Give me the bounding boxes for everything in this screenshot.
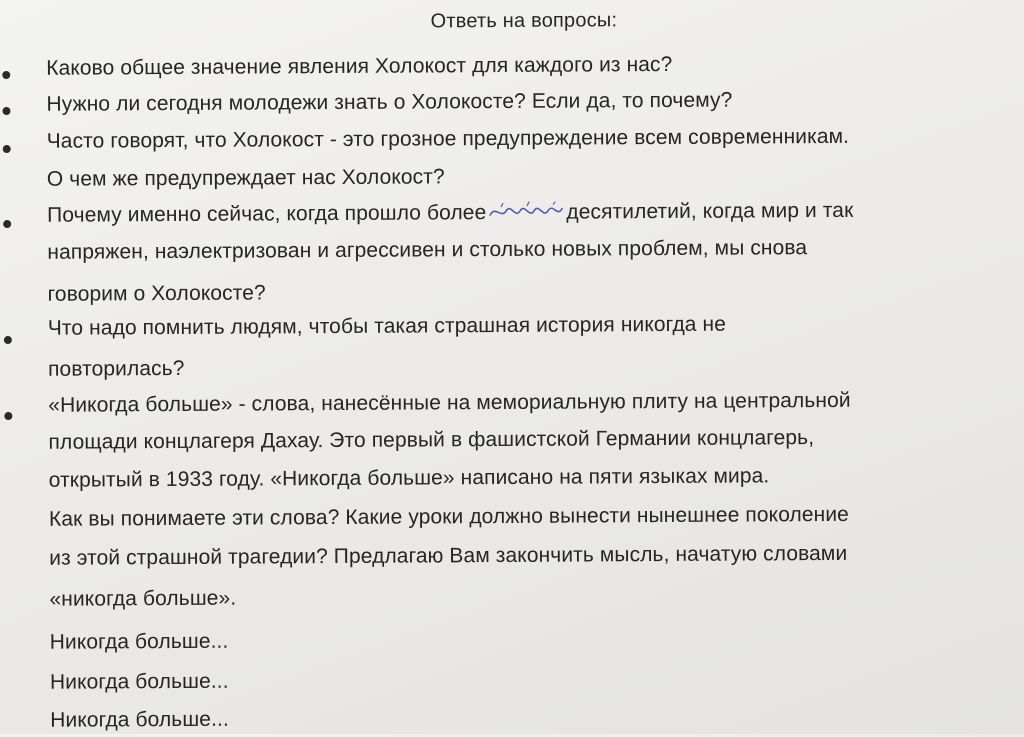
question-3-line-2: О чем же предупреждает нас Холокост? [46, 165, 445, 191]
bullet-icon [4, 412, 12, 420]
question-6-line-3: открытый в 1933 году. «Никогда больше» написано на пяти языках мира. [48, 464, 770, 492]
question-6-line-5: из этой страшной трагедии? Предлагаю Вам закончить мысль, начатую словами [49, 541, 848, 570]
never-again-line-1: Никогда больше... [49, 629, 229, 654]
question-4-line-2: напряжен, наэлектризован и агрессивен и столько новых проблем, мы снова [47, 236, 808, 264]
question-2: Нужно ли сегодня молодежи знать о Холокосте? Если да, то почему? [46, 88, 733, 116]
handwritten-scribble-icon [487, 201, 565, 225]
question-3-line-1: Часто говорят, что Холокост - это грозное предупреждение всем современникам. [46, 124, 850, 153]
question-6-line-2: площади концлагеря Дахау. Это первый в фашистской Германии концлагерь, [48, 426, 815, 454]
bullet-icon [2, 71, 10, 79]
question-6-line-1: «Никогда больше» - слова, нанесённые на мемориальную плиту на центральной [48, 388, 851, 417]
question-4-text-before: Почему именно сейчас, когда прошло более [47, 201, 487, 227]
question-6-line-6: «никогда больше». [49, 586, 237, 611]
bullet-icon [3, 220, 11, 228]
question-1: Каково общее значение явления Холокост для каждого из нас? [46, 52, 673, 80]
never-again-line-2: Никогда больше... [49, 669, 229, 694]
page-title: Ответь на вопросы: [430, 9, 618, 33]
question-5-line-2: повторилась? [47, 356, 185, 381]
question-5-line-1: Что надо помнить людям, чтобы такая страшная история никогда не [47, 312, 727, 340]
question-4-text-after: десятилетий, когда мир и так [566, 198, 854, 224]
question-6-line-4: Как вы понимаете эти слова? Какие уроки должно вынести нынешнее поколение [48, 502, 849, 531]
bullet-icon [2, 107, 10, 115]
question-4-line-1 [47, 199, 853, 228]
bullet-icon [4, 336, 12, 344]
never-again-line-3: Никогда больше... [50, 707, 229, 732]
question-4-line-3: говорим о Холокосте? [47, 281, 266, 306]
bullet-icon [3, 145, 11, 153]
